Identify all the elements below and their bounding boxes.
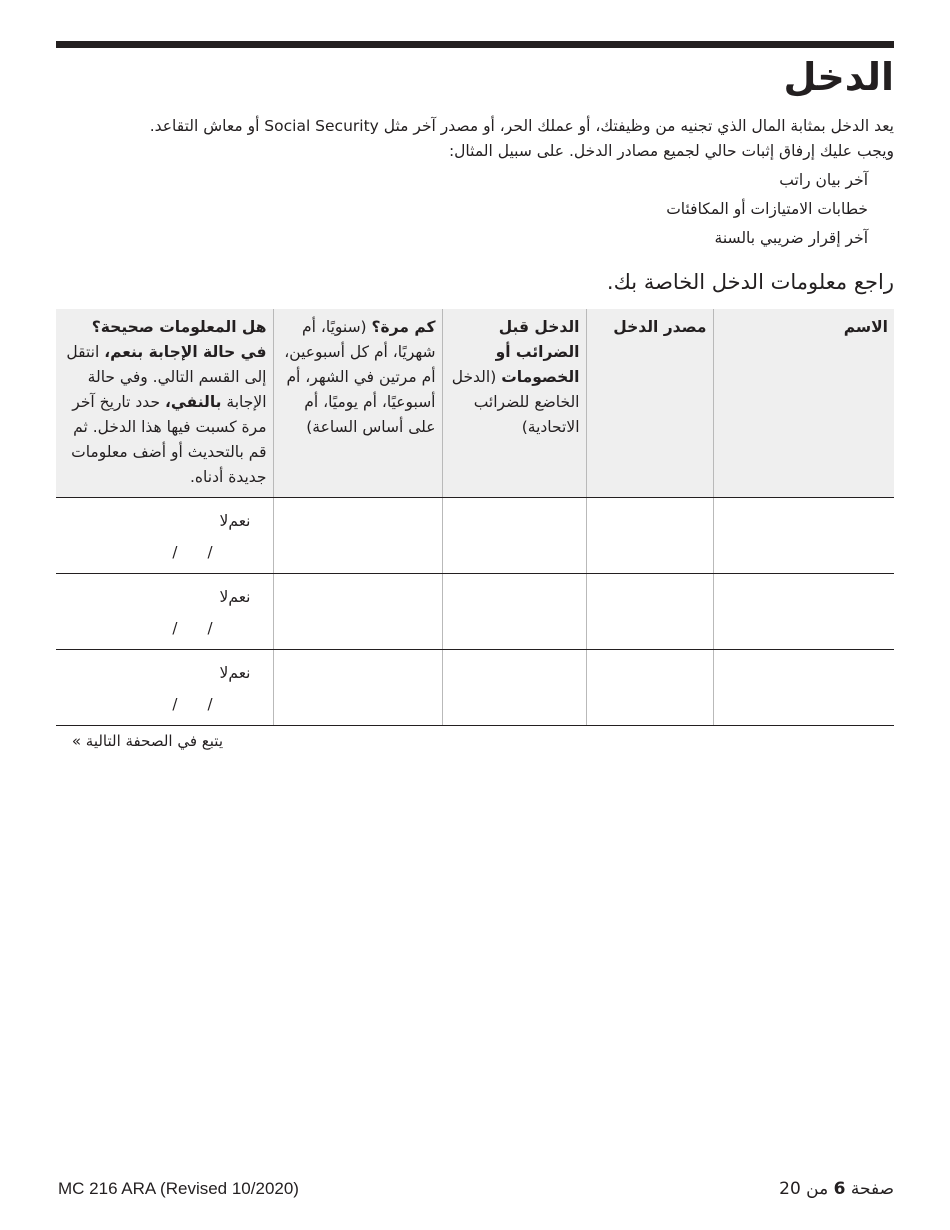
yes-no-options [188, 664, 251, 682]
header-frequency-title: كم مرة؟ [371, 318, 436, 336]
last-earned-date-field[interactable]: / / [172, 619, 213, 637]
source-cell[interactable] [586, 574, 713, 650]
header-correct: هل المعلومات صحيحة؟ في حالة الإجابة بنعم، انتقل إلى القسم التالي. وفي حالة الإجابة بالنفي، حدد تاريخ آخر مرة كسبت فيها هذا الدخل. ثم قم بالتحديث أو أضف معلومات جديدة أدناه. [56, 309, 273, 498]
income-cell[interactable] [442, 574, 586, 650]
yes-option[interactable]: نعم [228, 588, 251, 606]
table-row [56, 498, 894, 574]
yes-no-options [188, 512, 251, 530]
header-correct-question: هل المعلومات صحيحة؟ [91, 318, 267, 336]
section-top-rule [56, 41, 894, 48]
review-heading: راجع معلومات الدخل الخاصة بك. [606, 270, 894, 294]
header-frequency [273, 309, 442, 498]
header-correct-yes: في حالة الإجابة بنعم، [104, 343, 267, 361]
frequency-cell[interactable] [273, 498, 442, 574]
intro-line-1: يعد الدخل بمثابة المال الذي تجنيه من وظيفتك، أو عملك الحر، أو مصدر آخر مثل Social Security أو معاش التقاعد. [149, 117, 894, 135]
name-cell[interactable] [713, 574, 894, 650]
last-earned-date-field[interactable]: / / [172, 543, 213, 561]
header-income-title: الدخل قبل الضرائب أو الخصومات [495, 318, 580, 386]
examples-list [666, 166, 868, 253]
example-item: خطابات الامتيازات أو المكافئات [666, 200, 868, 218]
source-cell[interactable] [586, 498, 713, 574]
answer-cell [56, 650, 273, 726]
form-id: MC 216 ARA (Revised 10/2020) [58, 1179, 299, 1198]
example-item: آخر إقرار ضريبي بالسنة [714, 229, 868, 247]
header-frequency-note: (سنويًا، أم شهريًا، أم كل أسبوعين، أم مرتين في الشهر، أم أسبوعيًا، أم يوميًا، أم على أساس الساعة) [284, 318, 436, 436]
yes-no-options [188, 588, 251, 606]
section-intro [64, 114, 894, 164]
continue-note: يتبع في الصحفة التالية » [71, 732, 223, 750]
intro-line-2: ويجب عليك إرفاق إثبات حالي لجميع مصادر الدخل. على سبيل المثال: [448, 142, 894, 160]
example-item: آخر بيان راتب [779, 171, 868, 189]
header-correct-no: بالنفي، [164, 393, 222, 411]
table-row [56, 650, 894, 726]
last-earned-date-field[interactable]: / / [172, 695, 213, 713]
no-option[interactable]: لا [219, 588, 229, 606]
header-source: مصدر الدخل [586, 309, 713, 498]
yes-option[interactable]: نعم [228, 512, 251, 530]
table-header-row [56, 309, 894, 498]
no-option[interactable]: لا [219, 664, 229, 682]
income-cell[interactable] [442, 650, 586, 726]
source-cell[interactable] [586, 650, 713, 726]
page-number: صفحة 6 من 20 [779, 1179, 894, 1199]
no-option[interactable]: لا [219, 512, 229, 530]
answer-cell [56, 574, 273, 650]
frequency-cell[interactable] [273, 650, 442, 726]
yes-option[interactable]: نعم [228, 664, 251, 682]
income-table [56, 309, 894, 726]
frequency-cell[interactable] [273, 574, 442, 650]
header-name: الاسم [713, 309, 894, 498]
section-title: الدخل [783, 55, 894, 99]
income-cell[interactable] [442, 498, 586, 574]
header-income [442, 309, 586, 498]
name-cell[interactable] [713, 650, 894, 726]
table-row [56, 574, 894, 650]
header-income-note: (الدخل الخاضع للضرائب الاتحادية) [451, 368, 580, 436]
name-cell[interactable] [713, 498, 894, 574]
answer-cell [56, 498, 273, 574]
